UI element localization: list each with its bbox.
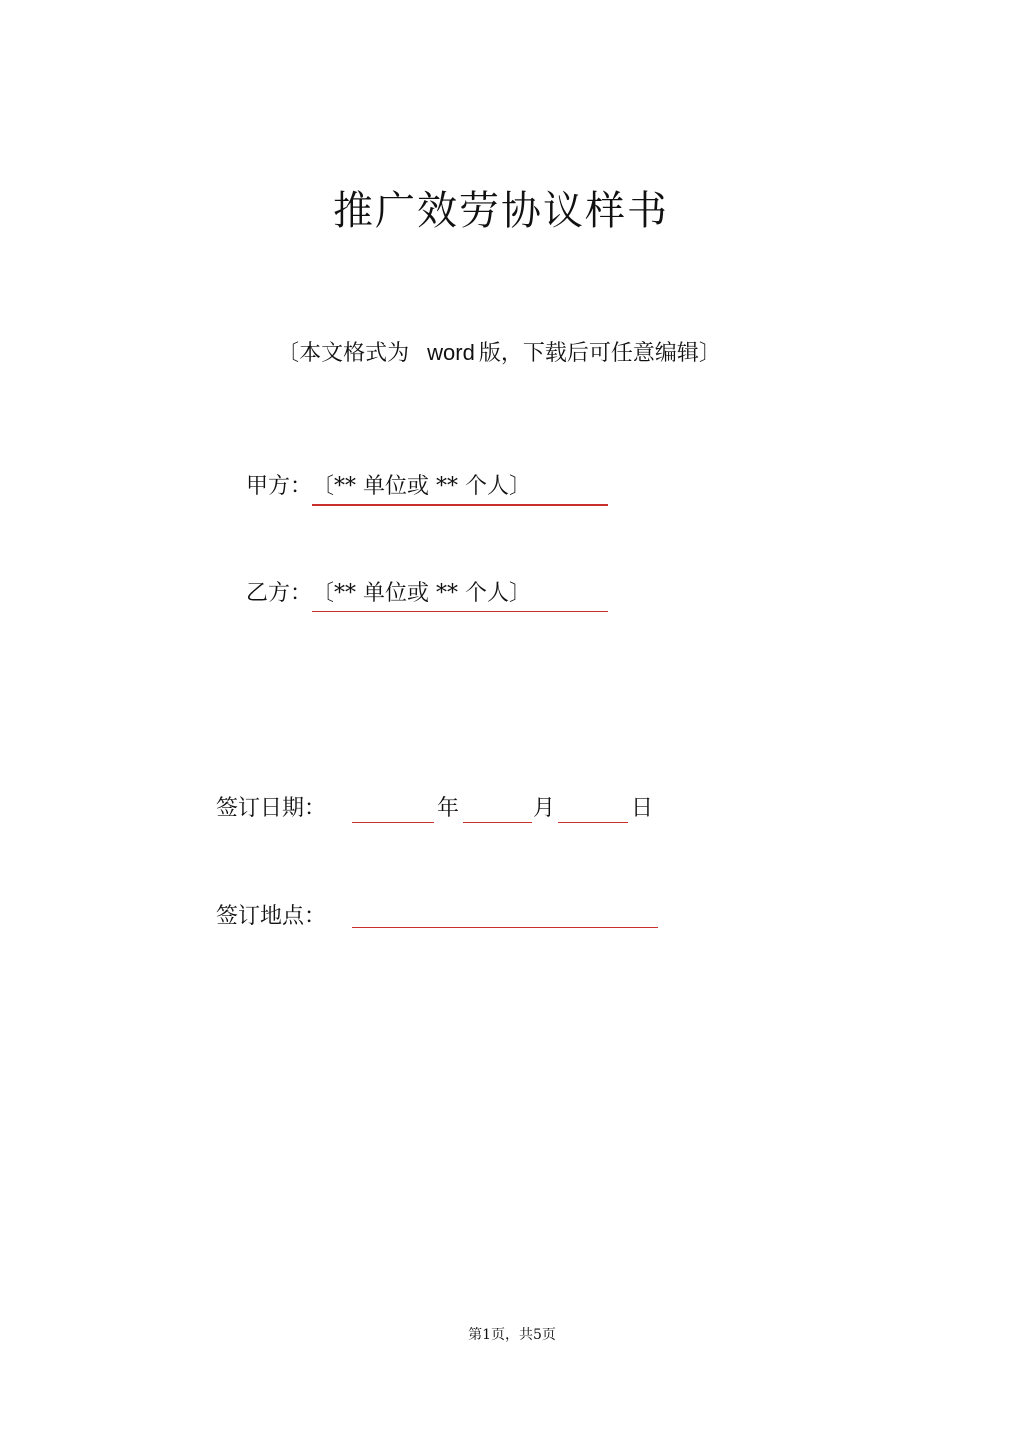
signing-year-blank[interactable] <box>352 822 434 823</box>
month-unit: 月 <box>533 796 556 821</box>
signing-place-blank[interactable] <box>352 927 658 928</box>
subtitle-suffix: 版，下载后可任意编辑〕 <box>478 341 721 366</box>
party-a-field[interactable]: 〔** 单位或 ** 个人〕 <box>312 472 608 506</box>
page-number: 第1页，共5页 <box>468 1327 556 1343</box>
party-b-label: 乙方： <box>246 581 313 606</box>
party-a-label: 甲方： <box>246 474 313 499</box>
subtitle-word: word <box>427 340 475 365</box>
year-unit: 年 <box>437 796 460 821</box>
day-unit: 日 <box>631 796 654 821</box>
subtitle-prefix: 〔本文格式为 <box>277 341 410 366</box>
signing-place-label: 签订地点： <box>216 904 327 929</box>
document-subtitle <box>0 337 998 370</box>
signing-month-blank[interactable] <box>463 822 532 823</box>
signing-date-label: 签订日期： <box>216 796 327 821</box>
document-title: 推广效劳协议样书 <box>333 188 669 234</box>
party-b-field[interactable]: 〔** 单位或 ** 个人〕 <box>312 579 608 612</box>
signing-day-blank[interactable] <box>558 822 628 823</box>
